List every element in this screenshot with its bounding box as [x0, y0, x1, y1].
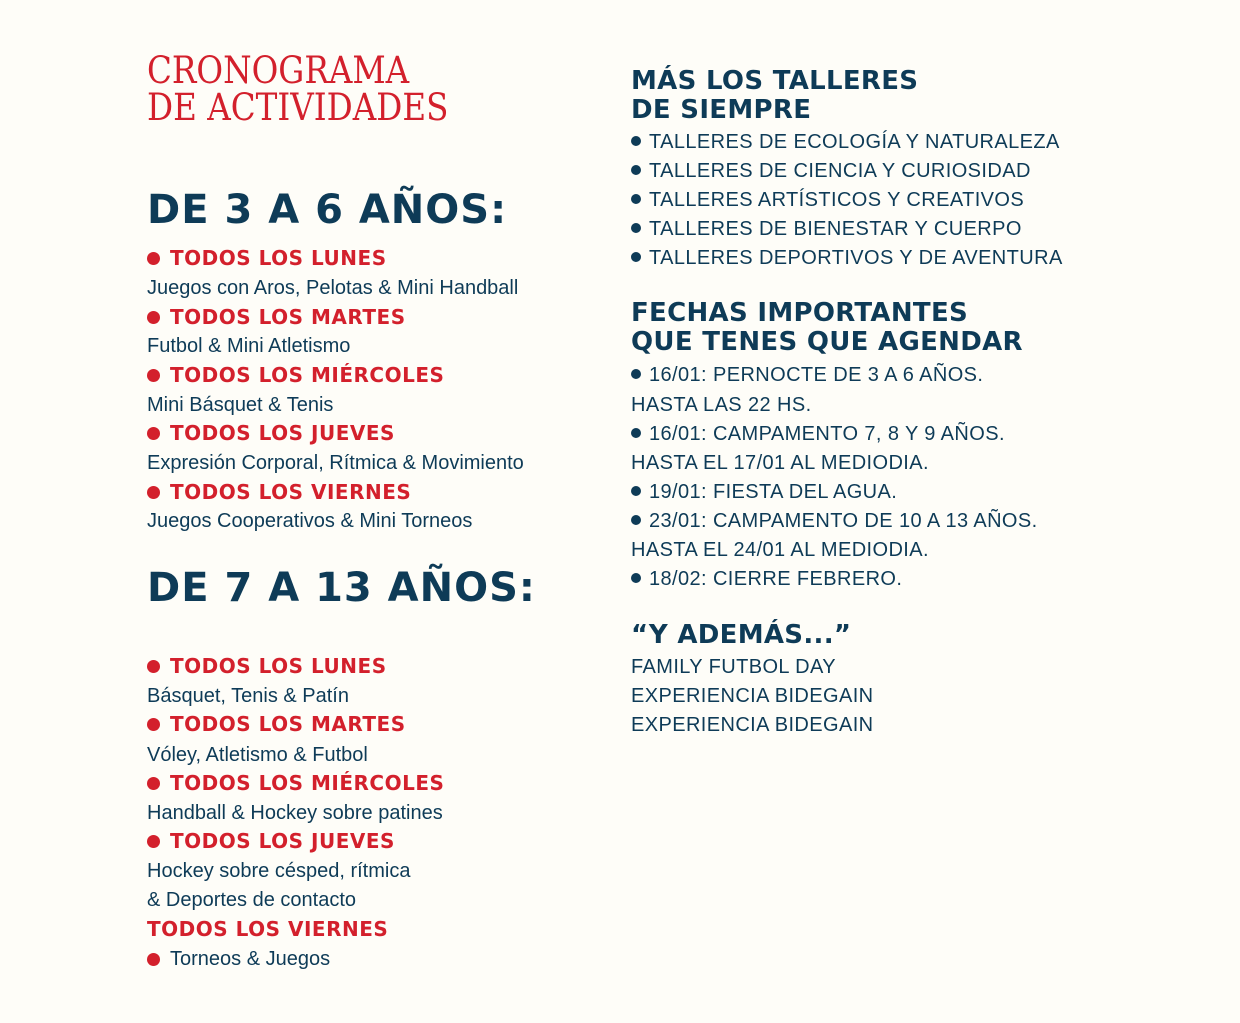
ademas-item: FAMILY FUTBOL DAY: [631, 656, 836, 678]
fechas-heading: FECHAS IMPORTANTES QUE TENES QUE AGENDAR: [631, 298, 1023, 357]
day-label: TODOS LOS LUNES: [147, 245, 387, 271]
bullet-icon: [147, 953, 160, 966]
page-title-line-1: CRONOGRAMA: [147, 49, 410, 92]
activity-text: Futbol & Mini Atletismo: [147, 335, 351, 357]
day-label: TODOS LOS JUEVES: [147, 420, 395, 446]
fecha-item: 18/02: CIERRE FEBRERO.: [631, 567, 902, 591]
bullet-icon: [147, 427, 160, 440]
bullet-icon: [631, 252, 641, 262]
age-group-heading-7-13: DE 7 A 13 AÑOS:: [147, 565, 536, 611]
fecha-item: 16/01: PERNOCTE DE 3 A 6 AÑOS.: [631, 363, 983, 387]
bullet-icon: [631, 369, 641, 379]
fecha-detail: HASTA EL 24/01 AL MEDIODIA.: [631, 539, 929, 561]
activity-text: Mini Básquet & Tenis: [147, 394, 334, 416]
taller-item: TALLERES DE BIENESTAR Y CUERPO: [631, 217, 1022, 241]
talleres-heading: MÁS LOS TALLERES DE SIEMPRE: [631, 66, 919, 125]
page-title: [147, 49, 449, 129]
activity-text: Torneos & Juegos: [147, 946, 330, 972]
bullet-icon: [631, 515, 641, 525]
ademas-item: EXPERIENCIA BIDEGAIN: [631, 685, 874, 707]
bullet-icon: [147, 835, 160, 848]
fecha-detail: HASTA EL 17/01 AL MEDIODIA.: [631, 452, 929, 474]
page-title-line-2: DE ACTIVIDADES: [147, 86, 449, 129]
bullet-icon: [631, 573, 641, 583]
taller-item: TALLERES ARTÍSTICOS Y CREATIVOS: [631, 188, 1024, 212]
fecha-detail: HASTA LAS 22 HS.: [631, 394, 812, 416]
day-label: TODOS LOS LUNES: [147, 653, 387, 679]
fecha-item: 19/01: FIESTA DEL AGUA.: [631, 480, 897, 504]
fecha-item: 23/01: CAMPAMENTO DE 10 A 13 AÑOS.: [631, 509, 1038, 533]
bullet-icon: [147, 311, 160, 324]
bullet-icon: [631, 136, 641, 146]
bullet-icon: [147, 369, 160, 382]
ademas-heading: “Y ADEMÁS...”: [631, 620, 852, 650]
bullet-icon: [631, 165, 641, 175]
bullet-icon: [147, 486, 160, 499]
activity-text: & Deportes de contacto: [147, 889, 357, 911]
taller-item: TALLERES DEPORTIVOS Y DE AVENTURA: [631, 246, 1063, 270]
activity-text: Juegos Cooperativos & Mini Torneos: [147, 510, 473, 532]
day-label: TODOS LOS MIÉRCOLES: [147, 362, 444, 388]
activity-text: Hockey sobre césped, rítmica: [147, 860, 411, 882]
bullet-icon: [147, 660, 160, 673]
bullet-icon: [147, 777, 160, 790]
bullet-icon: [631, 194, 641, 204]
day-label: TODOS LOS JUEVES: [147, 828, 395, 854]
day-label: TODOS LOS MIÉRCOLES: [147, 770, 444, 796]
fecha-item: 16/01: CAMPAMENTO 7, 8 Y 9 AÑOS.: [631, 422, 1005, 446]
bullet-icon: [147, 718, 160, 731]
age-group-heading-3-6: DE 3 A 6 AÑOS:: [147, 187, 508, 233]
bullet-icon: [147, 252, 160, 265]
taller-item: TALLERES DE ECOLOGÍA Y NATURALEZA: [631, 130, 1060, 154]
day-label: TODOS LOS VIERNES: [147, 917, 389, 941]
activity-text: Vóley, Atletismo & Futbol: [147, 744, 368, 766]
day-label: TODOS LOS MARTES: [147, 304, 406, 330]
taller-item: TALLERES DE CIENCIA Y CURIOSIDAD: [631, 159, 1031, 183]
ademas-item: EXPERIENCIA BIDEGAIN: [631, 714, 874, 736]
day-label: TODOS LOS MARTES: [147, 711, 406, 737]
bullet-icon: [631, 223, 641, 233]
activity-text: Juegos con Aros, Pelotas & Mini Handball: [147, 277, 519, 299]
bullet-icon: [631, 486, 641, 496]
activity-text: Handball & Hockey sobre patines: [147, 802, 443, 824]
day-label: TODOS LOS VIERNES: [147, 479, 411, 505]
bullet-icon: [631, 428, 641, 438]
activity-text: Expresión Corporal, Rítmica & Movimiento: [147, 452, 524, 474]
activity-text: Básquet, Tenis & Patín: [147, 685, 349, 707]
